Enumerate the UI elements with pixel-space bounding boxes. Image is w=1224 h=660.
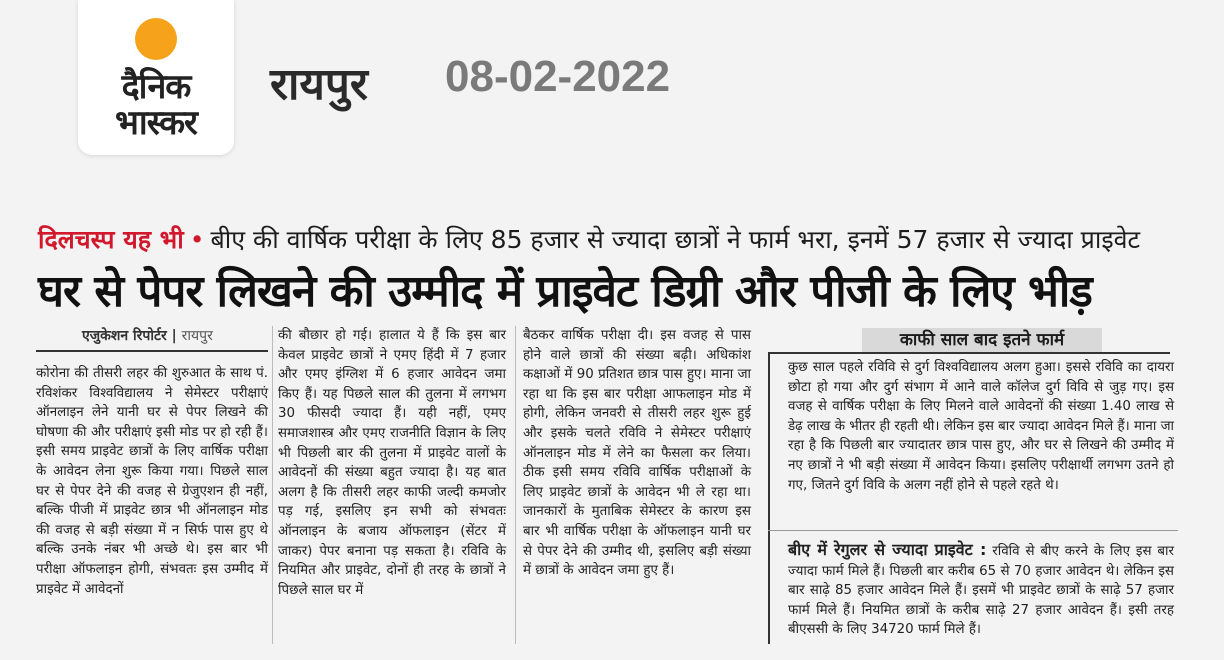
sidebar-sub-heading: बीए में रेगुलर से ज्यादा प्राइवेट : — [788, 540, 987, 559]
sidebar-separator — [768, 530, 1178, 531]
article-column-2: की बौछार हो गई। हालात ये हैं कि इस बार केवल प्राइवेट छात्रों ने एमए हिंदी में 7 हजार और एमए इंग्लिश में 6 हजार आवेदन जमा किए हैं। यह पिछले साल की तुलना में लगभग 30 फीसदी ज्यादा हैं। यही नहीं, एमए समाजशास्त्र और एमए राजनीति विज्ञान के लिए भी पिछली बार की तुलना में प्राइवेट वालों के आवेदनों की संख्या बहुत ज्यादा है। यह बात अलग है कि तीसरी लहर काफी जल्दी कमजोर पड़ गई, इसलिए इन सभी को संभवतः ऑनलाइन के बजाय ऑफलाइन (सेंटर में जाकर) पेपर बनाना पड़ सकता है। रविवि के नियमित और प्राइवेट, दोनों ही तरह के छात्रों ने पिछले साल घर में — [278, 328, 506, 598]
kicker-tag: दिलचस्प यह भी — [38, 225, 184, 254]
article-column-3: बैठकर वार्षिक परीक्षा दी। इस वजह से पास होने वाले छात्रों की संख्या बढ़ी। अधिकांश कक्षाओं में 90 प्रतिशत छात्र पास हुए। माना जा रहा था कि इस बार परीक्षा आफलाइन मोड में होगी, लेकिन जनवरी से तीसरी लहर शुरू हुई और इसके चलते रविवि ने सेमेस्टर परीक्षाएं ऑनलाइन मोड में लेने का फैसला कर लिया। ठीक इसी समय रविवि वार्षिक परीक्षाओं के लिए प्राइवेट छात्रों के आवेदन भी ले रहा था। जानकारों के मुताबिक सेमेस्टर के कारण इस बार भी वार्षिक परीक्षा के ऑफलाइन यानी घर से पेपर देने की उम्मीद थी, इसलिए बड़ी संख्या में छात्रों के आवेदन जमा हुए हैं। — [523, 328, 751, 579]
byline-rule — [36, 350, 268, 352]
byline-place: रायपुर — [181, 328, 213, 344]
headline: घर से पेपर लिखने की उम्मीद में प्राइवेट डिग्री और पीजी के लिए भीड़ — [38, 266, 1092, 317]
edition-date: 08-02-2022 — [445, 52, 671, 101]
sidebar-text: कुछ साल पहले रविवि से दुर्ग विश्वविद्यालय अलग हुआ। इससे रविवि का दायरा छोटा हो गया और दुर्ग संभाग में आने वाले कॉलेज दुर्ग विवि से जुड़ गए। इस वजह से वार्षिक परीक्षा के लिए मिलने वाले आवेदनों की संख्या 1.40 लाख से डेढ़ लाख के भीतर ही रहती थी। लेकिन इस बार ज्यादा आवेदन मिले हैं। माना जा रहा है कि पिछली बार ज्यादातर छात्र पास हुए, और घर से लिखने की उम्मीद में नए छात्रों ने भी बड़ी संख्या में आवेदन किया। इसलिए परीक्षार्थी लगभग उतने हो गए, जितने दुर्ग विवि के अलग नहीं होने से पहले रहते थे। — [788, 360, 1174, 493]
byline: एजुकेशन रिपोर्टर | रायपुर — [82, 328, 213, 344]
column-divider — [272, 326, 273, 644]
logo-line-2: भास्कर — [115, 103, 197, 143]
article-column-1: कोरोना की तीसरी लहर की शुरुआत के साथ पं. रविशंकर विश्वविद्यालय ने सेमेस्टर परीक्षाएं ऑनलाइन लेने यानी घर से पेपर लिखने की घोषणा की और परीक्षाएं इसी मोड पर हो रही हैं। इसी समय प्राइवेट छात्रों के लिए वार्षिक परीक्षा के आवेदन लेना शुरू किया गया। पिछले साल घर से पेपर देने की वजह से ग्रेजुएशन ही नहीं, बल्कि पीजी में प्राइवेट छात्र भी ऑनलाइन मोड की वजह से बड़ी संख्या में न सिर्फ पास हुए थे बल्कि उनके नंबर भी अच्छे थे। इस बार भी परीक्षा ऑफलाइन होगी, संभवतः इस उम्मीद में प्राइवेट में आवेदनों — [36, 366, 268, 597]
kicker-text: बीए की वार्षिक परीक्षा के लिए 85 हजार से ज्यादा छात्रों ने फार्म भरा, इनमें 57 हजार से ज्यादा प्राइवेट — [210, 225, 1141, 254]
bullet-icon: • — [189, 225, 205, 254]
kicker — [38, 222, 1140, 256]
sidebar-subsection — [788, 540, 1174, 640]
column-divider — [515, 326, 516, 644]
sidebar-sub-text: रविवि से बीए करने के लिए इस बार ज्यादा फार्म मिले हैं। पिछली बार करीब 65 से 70 हजार आवेदन थे। लेकिन इस बार साढ़े 85 हजार आवेदन मिले हैं। इसमें भी प्राइवेट छात्रों के साढ़े 57 हजार फार्म मिले हैं। नियमित छात्रों के करीब साढ़े 27 हजार आवेदन हैं। इसी तरह बीएससी के लिए 34720 फार्म मिले हैं। — [788, 544, 1174, 638]
byline-author: एजुकेशन रिपोर्टर — [82, 328, 167, 344]
logo-line-1: दैनिक — [121, 67, 191, 107]
city-name: रायपुर — [270, 59, 368, 110]
sidebar-title: काफी साल बाद इतने फार्म — [862, 328, 1102, 352]
logo-sun-icon — [135, 18, 177, 60]
